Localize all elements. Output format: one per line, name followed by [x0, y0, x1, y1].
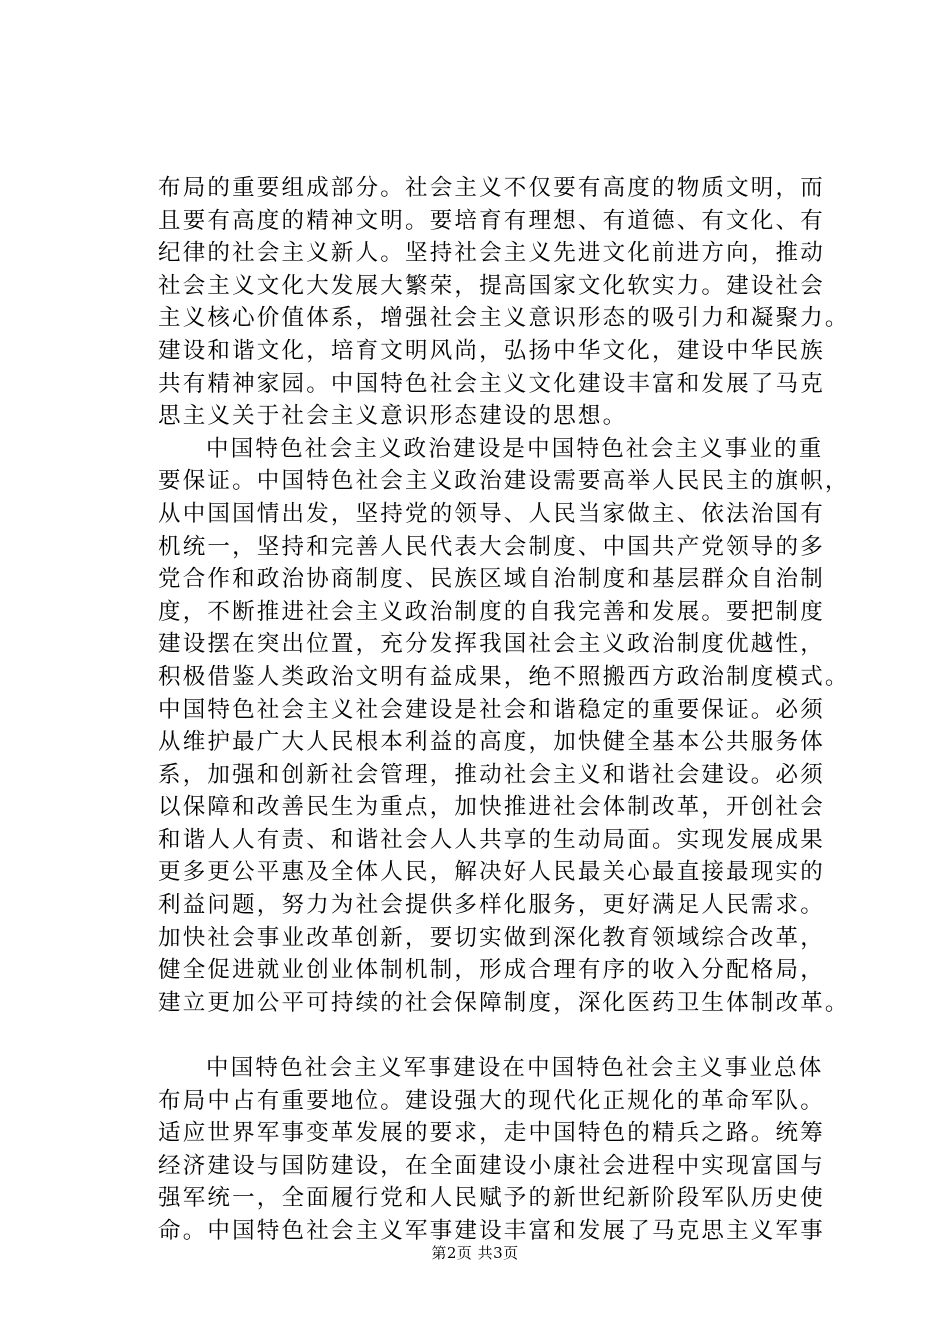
- text-line: 中国特色社会主义社会建设是社会和谐稳定的重要保证。必须: [158, 696, 825, 723]
- text-line: 命。中国特色社会主义军事建设丰富和发展了马克思主义军事: [158, 1218, 825, 1244]
- text-line: 布局中占有重要地位。建设强大的现代化正规化的革命军队。: [158, 1087, 825, 1114]
- text-line: 社会主义文化大发展大繁荣，提高国家文化软实力。建设社会: [158, 272, 825, 299]
- text-line: 适应世界军事变革发展的要求，走中国特色的精兵之路。统筹: [158, 1120, 825, 1147]
- text-line: 思主义关于社会主义意识形态建设的思想。: [158, 403, 628, 430]
- text-line: 布局的重要组成部分。社会主义不仅要有高度的物质文明，而: [158, 175, 825, 201]
- paragraph-spacer: [158, 1019, 858, 1052]
- text-line: 更多更公平惠及全体人民，解决好人民最关心最直接最现实的: [158, 859, 825, 886]
- text-line: 强军统一，全面履行党和人民赋予的新世纪新阶段军队历史使: [158, 1185, 825, 1212]
- text-line: 利益问题，努力为社会提供多样化服务，更好满足人民需求。: [158, 892, 825, 919]
- text-line: 且要有高度的精神文明。要培育有理想、有道德、有文化、有: [158, 207, 825, 234]
- text-line: 经济建设与国防建设，在全面建设小康社会进程中实现富国与: [158, 1152, 825, 1179]
- text-line: 主义核心价值体系，增强社会主义意识形态的吸引力和凝聚力。: [158, 305, 850, 332]
- text-line: 以保障和改善民生为重点，加快推进社会体制改革，开创社会: [158, 794, 825, 821]
- text-line: 共有精神家园。中国特色社会主义文化建设丰富和发展了马克: [158, 370, 825, 397]
- text-line: 从维护最广大人民根本利益的高度，加快健全基本公共服务体: [158, 729, 825, 756]
- text-line: 建设摆在突出位置，充分发挥我国社会主义政治制度优越性，: [158, 631, 825, 658]
- paragraph-first-line: 中国特色社会主义政治建设是中国特色社会主义事业的重: [206, 435, 824, 462]
- text-line: 度，不断推进社会主义政治制度的自我完善和发展。要把制度: [158, 598, 825, 625]
- text-line: 积极借鉴人类政治文明有益成果，绝不照搬西方政治制度模式。: [158, 663, 850, 690]
- text-line: 从中国国情出发，坚持党的领导、人民当家做主、依法治国有: [158, 500, 825, 527]
- paragraph-first-line: 中国特色社会主义军事建设在中国特色社会主义事业总体: [206, 1055, 824, 1082]
- text-line: 建设和谐文化，培育文明风尚，弘扬中华文化，建设中华民族: [158, 337, 825, 364]
- text-line: 系，加强和创新社会管理，推动社会主义和谐社会建设。必须: [158, 761, 825, 788]
- text-line: 和谐人人有责、和谐社会人人共享的生动局面。实现发展成果: [158, 826, 825, 853]
- page-footer: 第2页 共3页: [431, 1244, 519, 1262]
- text-line: 健全促进就业创业体制机制，形成合理有序的收入分配格局，: [158, 957, 825, 984]
- text-line: 建立更加公平可持续的社会保障制度，深化医药卫生体制改革。: [158, 989, 850, 1016]
- text-line: 机统一，坚持和完善人民代表大会制度、中国共产党领导的多: [158, 533, 825, 560]
- document-body: [158, 172, 858, 1248]
- text-line: 要保证。中国特色社会主义政治建设需要高举人民民主的旗帜，: [158, 468, 850, 495]
- text-line: 纪律的社会主义新人。坚持社会主义先进文化前进方向，推动: [158, 240, 825, 267]
- text-line: 党合作和政治协商制度、民族区域自治制度和基层群众自治制: [158, 566, 825, 593]
- text-line: 加快社会事业改革创新，要切实做到深化教育领域综合改革，: [158, 924, 825, 951]
